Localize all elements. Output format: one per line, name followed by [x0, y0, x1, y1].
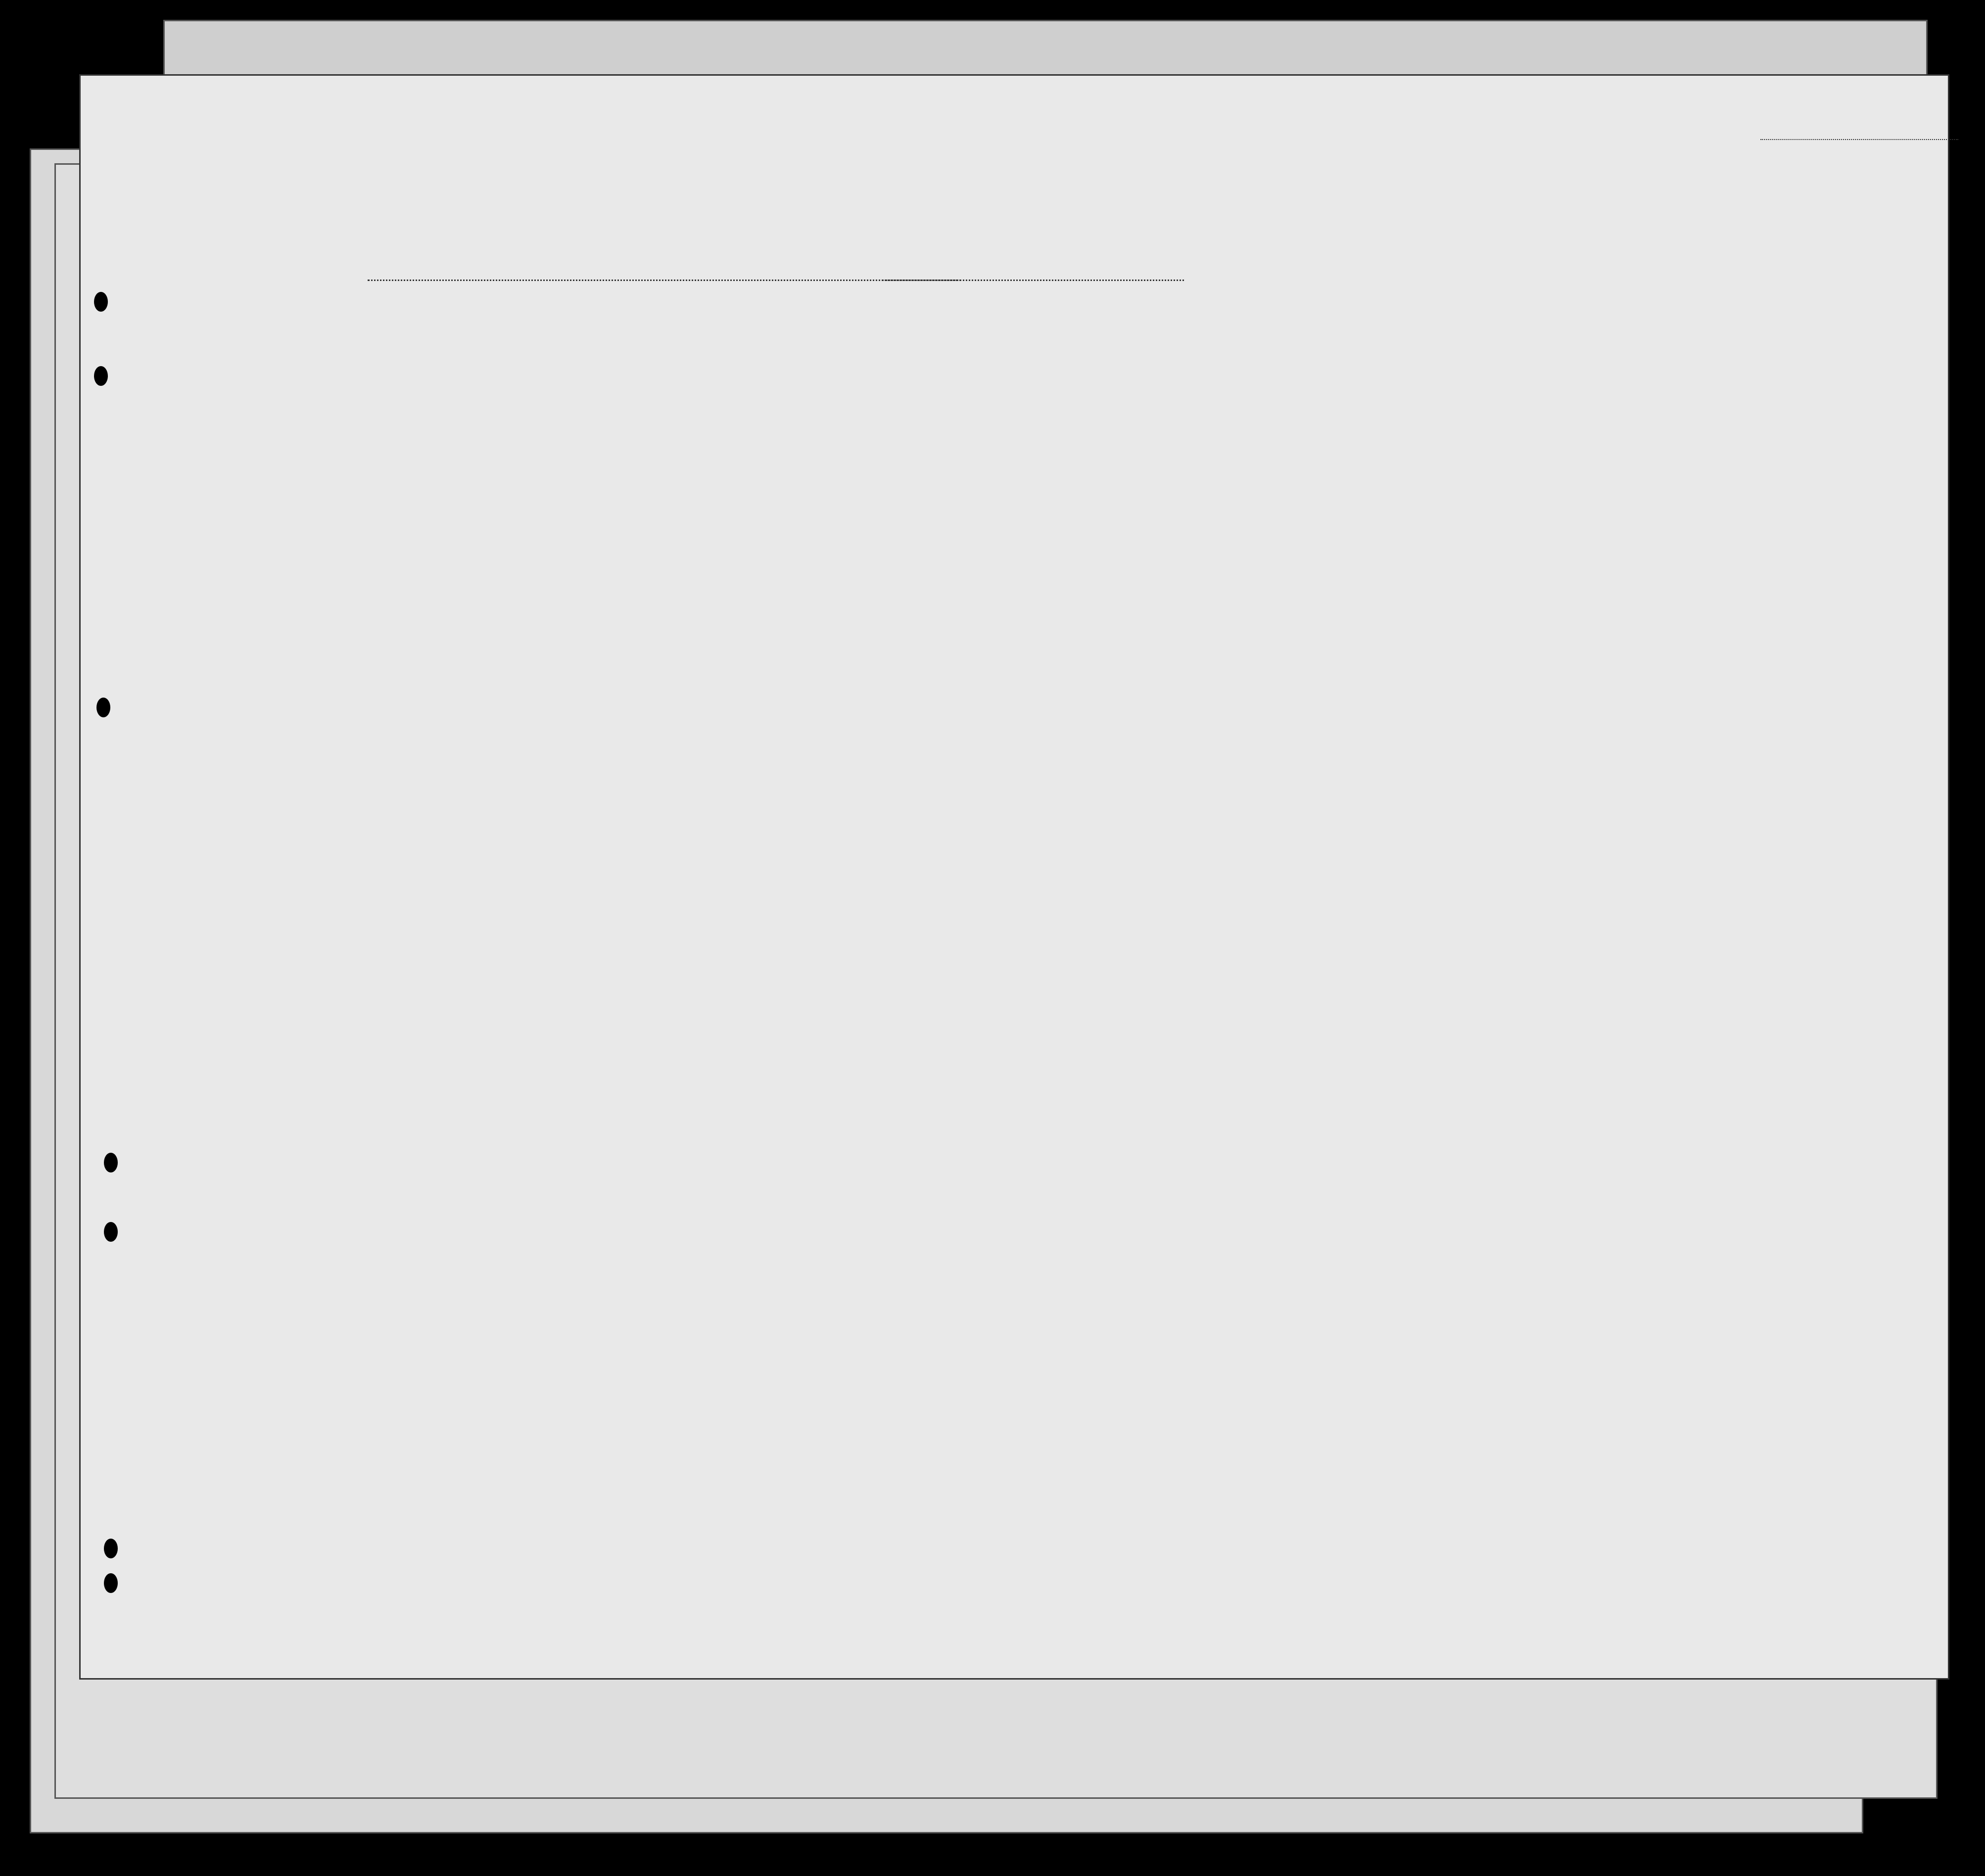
port-line — [368, 280, 961, 281]
binder-hole — [104, 1573, 118, 1593]
binder-hole — [94, 366, 108, 386]
date-line — [882, 280, 1184, 281]
binder-hole — [96, 698, 110, 717]
binder-hole — [104, 1153, 118, 1172]
binder-hole — [94, 292, 108, 312]
list-line — [1760, 139, 1958, 140]
binder-hole — [104, 1539, 118, 1558]
binder-hole — [104, 1222, 118, 1242]
manifest-sheet — [79, 74, 1949, 1680]
